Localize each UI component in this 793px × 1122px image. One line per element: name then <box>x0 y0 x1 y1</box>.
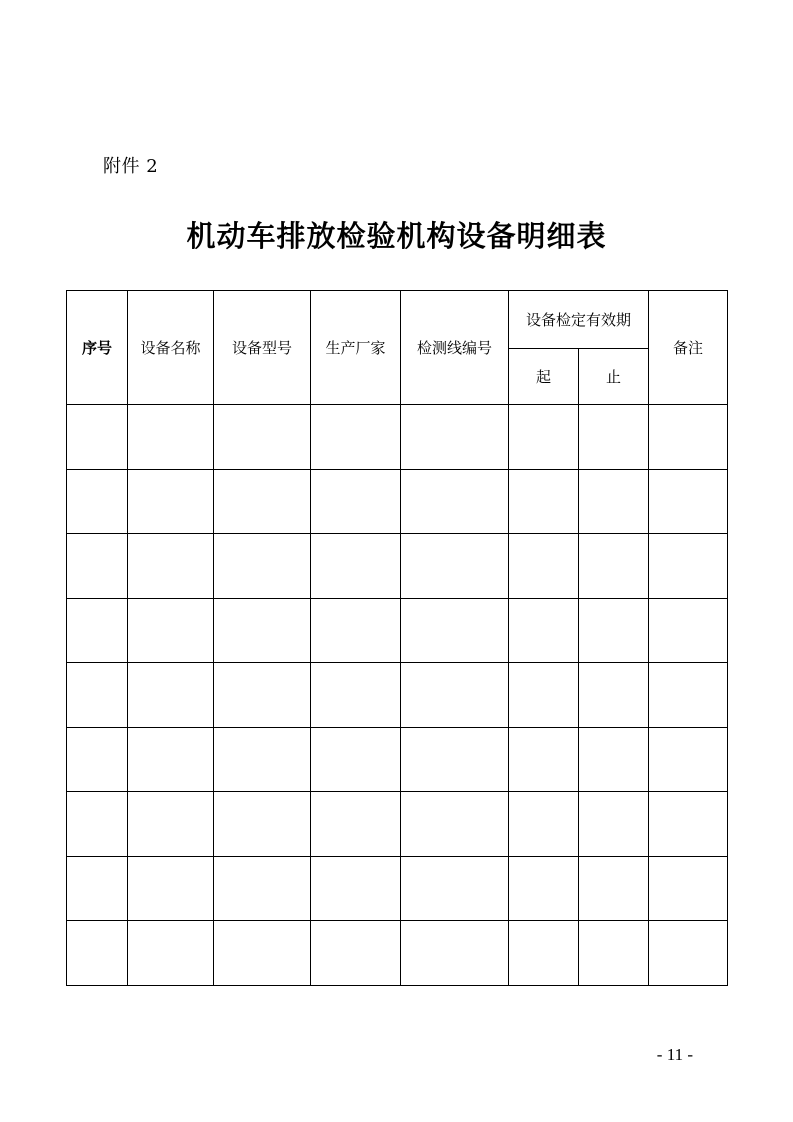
table-cell[interactable] <box>311 856 401 921</box>
table-cell[interactable] <box>649 792 728 857</box>
table-cell[interactable] <box>214 663 311 728</box>
table-body <box>67 405 728 986</box>
table-cell[interactable] <box>311 727 401 792</box>
table-row <box>67 663 728 728</box>
table-cell[interactable] <box>128 663 214 728</box>
table-cell[interactable] <box>579 727 649 792</box>
table-cell[interactable] <box>579 598 649 663</box>
col-header-line-number: 检测线编号 <box>401 291 509 405</box>
table-cell[interactable] <box>649 405 728 470</box>
table-cell[interactable] <box>509 727 579 792</box>
table-cell[interactable] <box>401 405 509 470</box>
table-cell[interactable] <box>67 405 128 470</box>
col-header-remarks: 备注 <box>649 291 728 405</box>
table-cell[interactable] <box>214 921 311 986</box>
table-cell[interactable] <box>401 921 509 986</box>
table-cell[interactable] <box>401 469 509 534</box>
table-cell[interactable] <box>67 663 128 728</box>
col-header-validity-period: 设备检定有效期 <box>509 291 649 349</box>
col-header-validity-end: 止 <box>579 349 649 405</box>
col-header-equipment-name: 设备名称 <box>128 291 214 405</box>
table-cell[interactable] <box>649 663 728 728</box>
col-header-validity-start: 起 <box>509 349 579 405</box>
table-cell[interactable] <box>649 534 728 599</box>
table-cell[interactable] <box>401 534 509 599</box>
table-cell[interactable] <box>214 405 311 470</box>
document-title: 机动车排放检验机构设备明细表 <box>186 219 607 253</box>
table-cell[interactable] <box>649 856 728 921</box>
table-cell[interactable] <box>401 663 509 728</box>
table-row <box>67 469 728 534</box>
table-cell[interactable] <box>401 727 509 792</box>
table-cell[interactable] <box>67 921 128 986</box>
table-cell[interactable] <box>214 534 311 599</box>
page-number: - 11 - <box>656 1045 693 1064</box>
table-cell[interactable] <box>401 792 509 857</box>
table-cell[interactable] <box>311 663 401 728</box>
table-cell[interactable] <box>128 792 214 857</box>
table-cell[interactable] <box>509 534 579 599</box>
table-cell[interactable] <box>214 598 311 663</box>
table-cell[interactable] <box>128 856 214 921</box>
table-cell[interactable] <box>649 921 728 986</box>
table-cell[interactable] <box>67 856 128 921</box>
table-cell[interactable] <box>649 469 728 534</box>
attachment-label: 附件 2 <box>103 156 159 177</box>
table-cell[interactable] <box>128 921 214 986</box>
table-cell[interactable] <box>128 598 214 663</box>
table-cell[interactable] <box>128 405 214 470</box>
table-cell[interactable] <box>579 405 649 470</box>
col-header-seq: 序号 <box>67 291 128 405</box>
table-cell[interactable] <box>128 534 214 599</box>
col-header-manufacturer: 生产厂家 <box>311 291 401 405</box>
table-cell[interactable] <box>214 469 311 534</box>
table-cell[interactable] <box>579 792 649 857</box>
table-cell[interactable] <box>401 856 509 921</box>
table-row <box>67 405 728 470</box>
table-cell[interactable] <box>67 792 128 857</box>
table-cell[interactable] <box>509 792 579 857</box>
col-header-equipment-model: 设备型号 <box>214 291 311 405</box>
table-cell[interactable] <box>311 405 401 470</box>
table-cell[interactable] <box>579 856 649 921</box>
table-cell[interactable] <box>649 598 728 663</box>
table-cell[interactable] <box>509 469 579 534</box>
table-row <box>67 727 728 792</box>
table-row <box>67 598 728 663</box>
table-cell[interactable] <box>128 469 214 534</box>
table-cell[interactable] <box>214 792 311 857</box>
table-cell[interactable] <box>67 469 128 534</box>
table-cell[interactable] <box>214 856 311 921</box>
table-cell[interactable] <box>67 727 128 792</box>
table-cell[interactable] <box>579 663 649 728</box>
table-row <box>67 534 728 599</box>
table-row <box>67 856 728 921</box>
table-row <box>67 792 728 857</box>
table-cell[interactable] <box>509 921 579 986</box>
table-cell[interactable] <box>579 469 649 534</box>
table-cell[interactable] <box>311 598 401 663</box>
table-cell[interactable] <box>214 727 311 792</box>
table-row <box>67 921 728 986</box>
table-cell[interactable] <box>649 727 728 792</box>
table-cell[interactable] <box>579 534 649 599</box>
table-cell[interactable] <box>509 663 579 728</box>
header-row-1 <box>67 291 728 349</box>
table-cell[interactable] <box>401 598 509 663</box>
equipment-table <box>66 290 728 986</box>
table-cell[interactable] <box>311 534 401 599</box>
table-cell[interactable] <box>311 792 401 857</box>
table-cell[interactable] <box>67 598 128 663</box>
table-cell[interactable] <box>509 598 579 663</box>
table-cell[interactable] <box>509 405 579 470</box>
table-cell[interactable] <box>579 921 649 986</box>
table-cell[interactable] <box>128 727 214 792</box>
table-cell[interactable] <box>509 856 579 921</box>
table-cell[interactable] <box>311 469 401 534</box>
table-cell[interactable] <box>311 921 401 986</box>
table-cell[interactable] <box>67 534 128 599</box>
